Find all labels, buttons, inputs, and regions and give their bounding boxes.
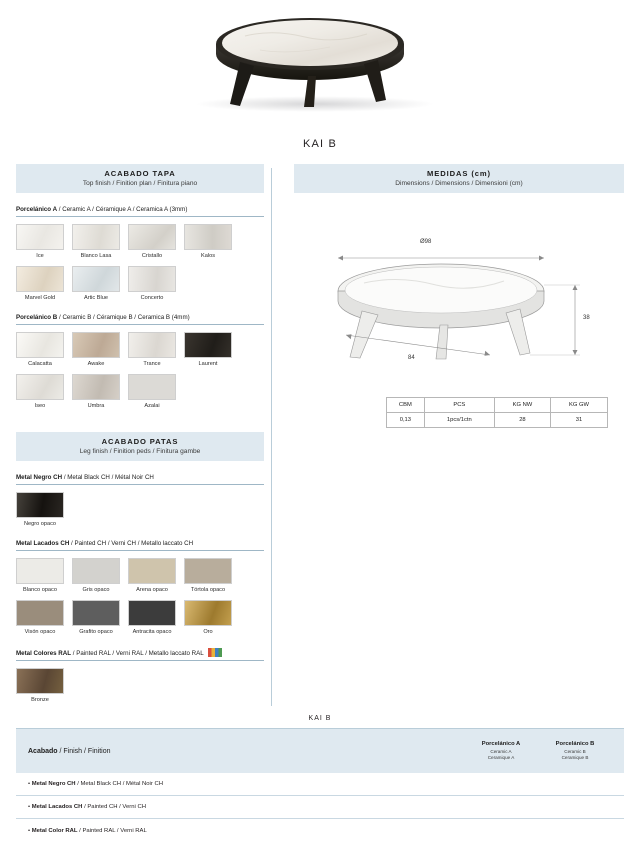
group-heading-bold: Metal Lacados CH [16, 539, 70, 547]
leg-finish-band [16, 432, 264, 461]
swatch-chip [16, 492, 64, 518]
swatch-chip [16, 266, 64, 292]
group-heading-bold: Porcelánico B [16, 314, 58, 322]
swatch-umbra[interactable] [72, 374, 120, 409]
table-row [16, 773, 624, 796]
row-label-bold: Metal Negro CH [31, 781, 76, 788]
swatch-chip [184, 558, 232, 584]
top-finish-subtitle: Top finish / Finition plan / Finitura piano [82, 180, 198, 187]
row-bullet: • [28, 827, 31, 834]
finishes-column [16, 164, 264, 703]
top-finish-band [16, 164, 264, 193]
group-heading-porcelanico-b [16, 314, 264, 325]
row-label [28, 781, 464, 787]
swatch-label: Umbra [87, 403, 105, 410]
col-header-cbm: CBM [387, 398, 425, 413]
swatch-label: Trance [143, 361, 161, 368]
group-heading-metal-negro [16, 474, 264, 485]
table-row [16, 819, 624, 842]
col-b-line1: Porcelánico B [555, 741, 595, 748]
swatch-chip [128, 266, 176, 292]
swatch-negro-opaco[interactable] [16, 492, 64, 527]
col-header-kg-nw: KG NW [494, 398, 550, 413]
swatch-label: Azalai [144, 403, 160, 410]
packaging-spec-table [386, 397, 608, 428]
dimension-label-height: 38 [583, 315, 590, 321]
cell-kg-nw: 28 [494, 413, 550, 428]
swatch-artic-blue[interactable] [72, 266, 120, 301]
swatch-oro[interactable] [184, 600, 232, 635]
dimension-label-diameter: Ø98 [420, 239, 432, 245]
swatch-row [16, 600, 264, 635]
group-heading-rest: / Painted RAL / Verni RAL / Metallo laccato RAL [72, 649, 204, 657]
swatch-chip [16, 332, 64, 358]
swatch-label: Ice [36, 253, 44, 259]
kai-b-table-render [210, 14, 410, 109]
swatch-label: Concerto [140, 295, 164, 302]
swatch-chip [128, 224, 176, 250]
group-heading-rest: / Painted CH / Verni CH / Metallo laccato CH [71, 539, 194, 547]
swatch-azalai[interactable] [128, 374, 176, 409]
compatibility-table [16, 728, 624, 842]
leg-finish-subtitle: Leg finish / Finition peds / Finitura gambe [79, 447, 201, 455]
swatch-kalos[interactable] [184, 224, 232, 259]
group-heading-metal-lacados [16, 540, 264, 551]
swatch-chip [16, 374, 64, 400]
table-row [387, 413, 608, 428]
swatch-chip [16, 600, 64, 626]
swatch-chip [16, 558, 64, 584]
group-heading-bold: Metal Colores RAL [16, 649, 72, 657]
group-heading-rest: / Ceramic B / Céramique B / Ceramica B (4mm) [59, 314, 190, 322]
swatch-ice[interactable] [16, 224, 64, 259]
swatch-cristallo[interactable] [128, 224, 176, 259]
swatch-label: Awake [87, 361, 105, 368]
swatch-chip [72, 600, 120, 626]
swatch-chip [184, 224, 232, 250]
swatch-chip [128, 374, 176, 400]
col-header-porcelanico-a [464, 741, 538, 761]
dimension-label-depth: 84 [408, 355, 415, 361]
swatch-label: Antracita opaco [132, 628, 172, 635]
swatch-label: Bronze [31, 696, 49, 703]
swatch-chip [72, 224, 120, 250]
row-label [28, 828, 464, 834]
swatch-label: Iseo [34, 403, 46, 410]
group-heading-porcelanico-a [16, 206, 264, 217]
swatch-chip [72, 374, 120, 400]
swatch-iseo[interactable] [16, 374, 64, 409]
swatch-label: Blanco opaco [23, 586, 57, 593]
swatch-label: Visón opaco [24, 628, 56, 635]
row-label [28, 804, 464, 810]
compatibility-table-header [16, 729, 624, 773]
row-label-rest: / Painted RAL / Verni RAL [79, 827, 147, 834]
swatch-label: Tórtola opaco [190, 586, 226, 593]
swatch-label: Artic Blue [84, 295, 108, 302]
row-label-rest: / Painted CH / Verni CH [84, 804, 146, 811]
row-label-bold: Metal Lacados CH [31, 804, 83, 811]
row-label-rest: / Metal Black CH / Métal Noir CH [77, 781, 163, 788]
swatch-marvel-gold[interactable] [16, 266, 64, 301]
swatch-label: Gris opaco [82, 586, 110, 593]
page-title: KAI B [302, 138, 338, 150]
swatch-label: Negro opaco [23, 520, 57, 527]
col-b-line3: Ceramique B [561, 755, 589, 761]
group-heading-bold: Porcelánico A [16, 206, 58, 213]
col-b-line2: Ceramic B [564, 748, 586, 754]
swatch-arena-opaco[interactable] [128, 558, 176, 593]
swatch-label: Laurent [198, 361, 218, 368]
swatch-chip [72, 266, 120, 292]
row-bullet: • [28, 804, 31, 811]
swatch-row [16, 492, 264, 527]
group-heading-metal-colores-ral [16, 648, 264, 661]
top-finish-title: ACABADO TAPA [104, 169, 176, 178]
swatch-blanco-lasa[interactable] [72, 224, 120, 259]
compatibility-label [28, 748, 464, 755]
swatch-row [16, 668, 264, 703]
compatibility-label-rest: / Finish / Finition [59, 747, 111, 755]
swatch-awake[interactable] [72, 332, 120, 367]
row-bullet: • [28, 781, 31, 788]
swatch-chip [184, 600, 232, 626]
swatch-label: Oro [203, 628, 213, 635]
table-header-row [387, 398, 608, 413]
ral-palette-icon [208, 648, 222, 657]
group-heading-rest: / Metal Black CH / Métal Noir CH [63, 473, 154, 481]
measures-column [294, 164, 624, 703]
leg-finish-title: ACABADO PATAS [101, 436, 179, 446]
swatch-label: Calacatta [28, 361, 52, 368]
table-row [16, 796, 624, 819]
swatch-row [16, 558, 264, 593]
measures-title: MEDIDAS (cm) [427, 169, 491, 178]
swatch-chip [128, 332, 176, 358]
swatch-row [16, 224, 264, 259]
group-heading-bold: Metal Negro CH [16, 473, 63, 481]
group-heading-rest: / Ceramic A / Céramique A / Ceramica A (3mm) [58, 206, 188, 213]
swatch-row [16, 266, 264, 301]
swatch-label: Arena opaco [136, 586, 168, 593]
col-a-line3: Ceramique A [487, 755, 515, 761]
swatch-bronze[interactable] [16, 668, 64, 703]
col-header-pcs: PCS [424, 398, 494, 413]
product-hero-image [0, 0, 640, 128]
swatch-laurent[interactable] [184, 332, 232, 367]
swatch-gris-opaco[interactable] [72, 558, 120, 593]
compatibility-label-bold: Acabado [28, 747, 58, 755]
col-a-line2: Ceramic A [490, 748, 512, 754]
cell-cbm: 0,13 [387, 413, 425, 428]
swatch-antracita-opaco[interactable] [128, 600, 176, 635]
swatch-label: Marvel Gold [24, 295, 56, 302]
swatch-vison-opaco[interactable] [16, 600, 64, 635]
cell-pcs: 1pcs/1ctn [424, 413, 494, 428]
swatch-trance[interactable] [128, 332, 176, 367]
cell-kg-gw: 31 [551, 413, 608, 428]
swatch-blanco-opaco[interactable] [16, 558, 64, 593]
swatch-label: Grafito opaco [79, 628, 113, 635]
swatch-chip [16, 224, 64, 250]
swatch-tortola-opaco[interactable] [184, 558, 232, 593]
swatch-label: Kalos [201, 253, 215, 259]
swatch-label: Blanco Lasa [80, 253, 112, 259]
swatch-chip [72, 558, 120, 584]
measures-band [294, 164, 624, 193]
swatch-chip [184, 332, 232, 358]
col-header-porcelanico-b [538, 741, 612, 761]
swatch-chip [128, 558, 176, 584]
measures-subtitle: Dimensions / Dimensions / Dimensioni (cm) [395, 180, 523, 187]
dimension-drawing [294, 205, 624, 445]
bottom-product-title: KAI B [308, 715, 332, 723]
col-a-line1: Porcelánico A [481, 741, 521, 748]
swatch-chip [128, 600, 176, 626]
swatch-concerto[interactable] [128, 266, 176, 301]
swatch-row [16, 374, 264, 409]
row-label-bold: Metal Color RAL [31, 827, 78, 834]
swatch-chip [72, 332, 120, 358]
swatch-row [16, 332, 264, 367]
col-header-kg-gw: KG GW [551, 398, 608, 413]
swatch-grafito-opaco[interactable] [72, 600, 120, 635]
swatch-label: Cristallo [141, 253, 163, 259]
swatch-chip [16, 668, 64, 694]
swatch-calacatta[interactable] [16, 332, 64, 367]
